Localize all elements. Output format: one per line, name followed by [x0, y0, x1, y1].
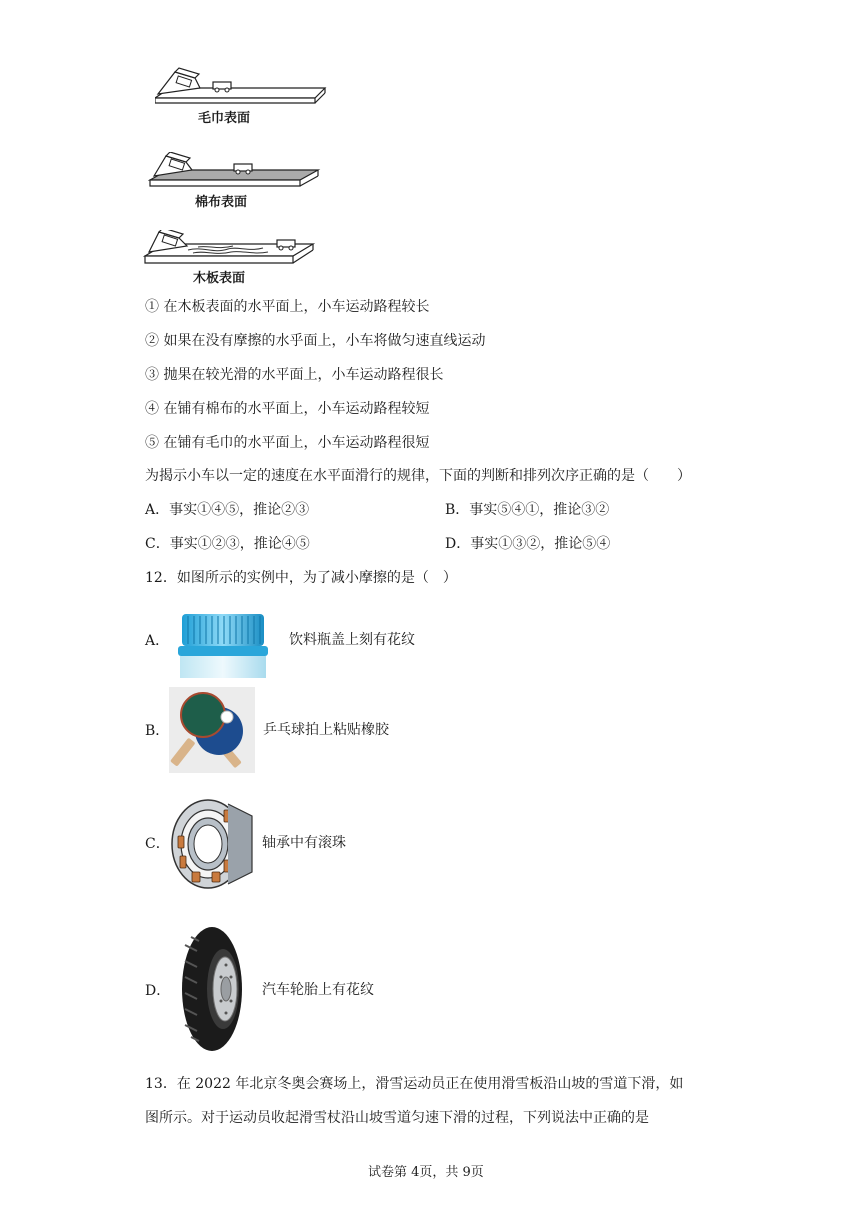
q12-option-a-text: 饮料瓶盖上刻有花纹: [289, 632, 415, 648]
figure-wood-surface: [143, 230, 318, 270]
statement-5: ⑤ 在铺有毛巾的水平面上，小车运动路程很短: [145, 435, 430, 451]
ball-bearing-icon: [168, 796, 254, 892]
q11-option-d: D．事实①③②，推论⑤④: [445, 536, 611, 552]
cotton-surface-diagram: [148, 152, 323, 192]
q12-option-c-text: 轴承中有滚珠: [262, 835, 346, 851]
q11-option-c: C．事实①②③，推论④⑤: [145, 536, 310, 552]
caption-wood-surface: 木板表面: [193, 271, 246, 286]
statement-4: ④ 在铺有棉布的水平面上，小车运动路程较短: [145, 401, 430, 417]
statement-2: ② 如果在没有摩擦的水乎面上，小车将做匀速直线运动: [145, 333, 486, 349]
ping-pong-paddle-icon: [169, 687, 255, 773]
figure-towel-surface: [155, 66, 330, 106]
figure-cotton-surface: [148, 152, 323, 192]
q12-option-d-letter: D．: [145, 983, 171, 999]
wood-surface-diagram: [143, 230, 318, 270]
statement-3: ③ 抛果在较光滑的水平面上，小车运动路程很长: [145, 367, 444, 383]
caption-towel-surface: 毛巾表面: [198, 111, 251, 126]
q12-option-d-text: 汽车轮胎上有花纹: [262, 982, 374, 998]
caption-cotton-surface: 棉布表面: [195, 195, 248, 210]
tire-icon: [179, 925, 245, 1053]
q12-option-c-letter: C．: [145, 836, 170, 852]
statement-1: ① 在木板表面的水平面上，小车运动路程较长: [145, 299, 430, 315]
towel-surface-diagram: [155, 66, 330, 106]
bottle-cap-icon: [176, 612, 270, 678]
q13-line-1: 13．在 2022 年北京冬奥会赛场上，滑雪运动员正在使用滑雪板沿山坡的雪道下滑，如: [145, 1076, 684, 1092]
q13-line-2: 图所示。对于运动员收起滑雪杖沿山坡雪道匀速下滑的过程，下列说法中正确的是: [145, 1110, 649, 1126]
q11-option-b: B．事实⑤④①，推论③②: [445, 502, 610, 518]
q11-option-a: A．事实①④⑤，推论②③: [145, 502, 310, 518]
q12-question: 12．如图所示的实例中，为了减小摩擦的是（ ）: [145, 570, 457, 586]
page-footer: 试卷第 4页，共 9页: [368, 1165, 484, 1180]
q12-option-b-letter: B．: [145, 723, 170, 739]
q12-option-a-letter: A．: [145, 633, 170, 649]
q11-question: 为揭示小车以一定的速度在水平面滑行的规律，下面的判断和排列次序正确的是（ ）: [145, 468, 691, 484]
q12-option-b-text: 乒乓球拍上粘贴橡胶: [263, 722, 389, 738]
